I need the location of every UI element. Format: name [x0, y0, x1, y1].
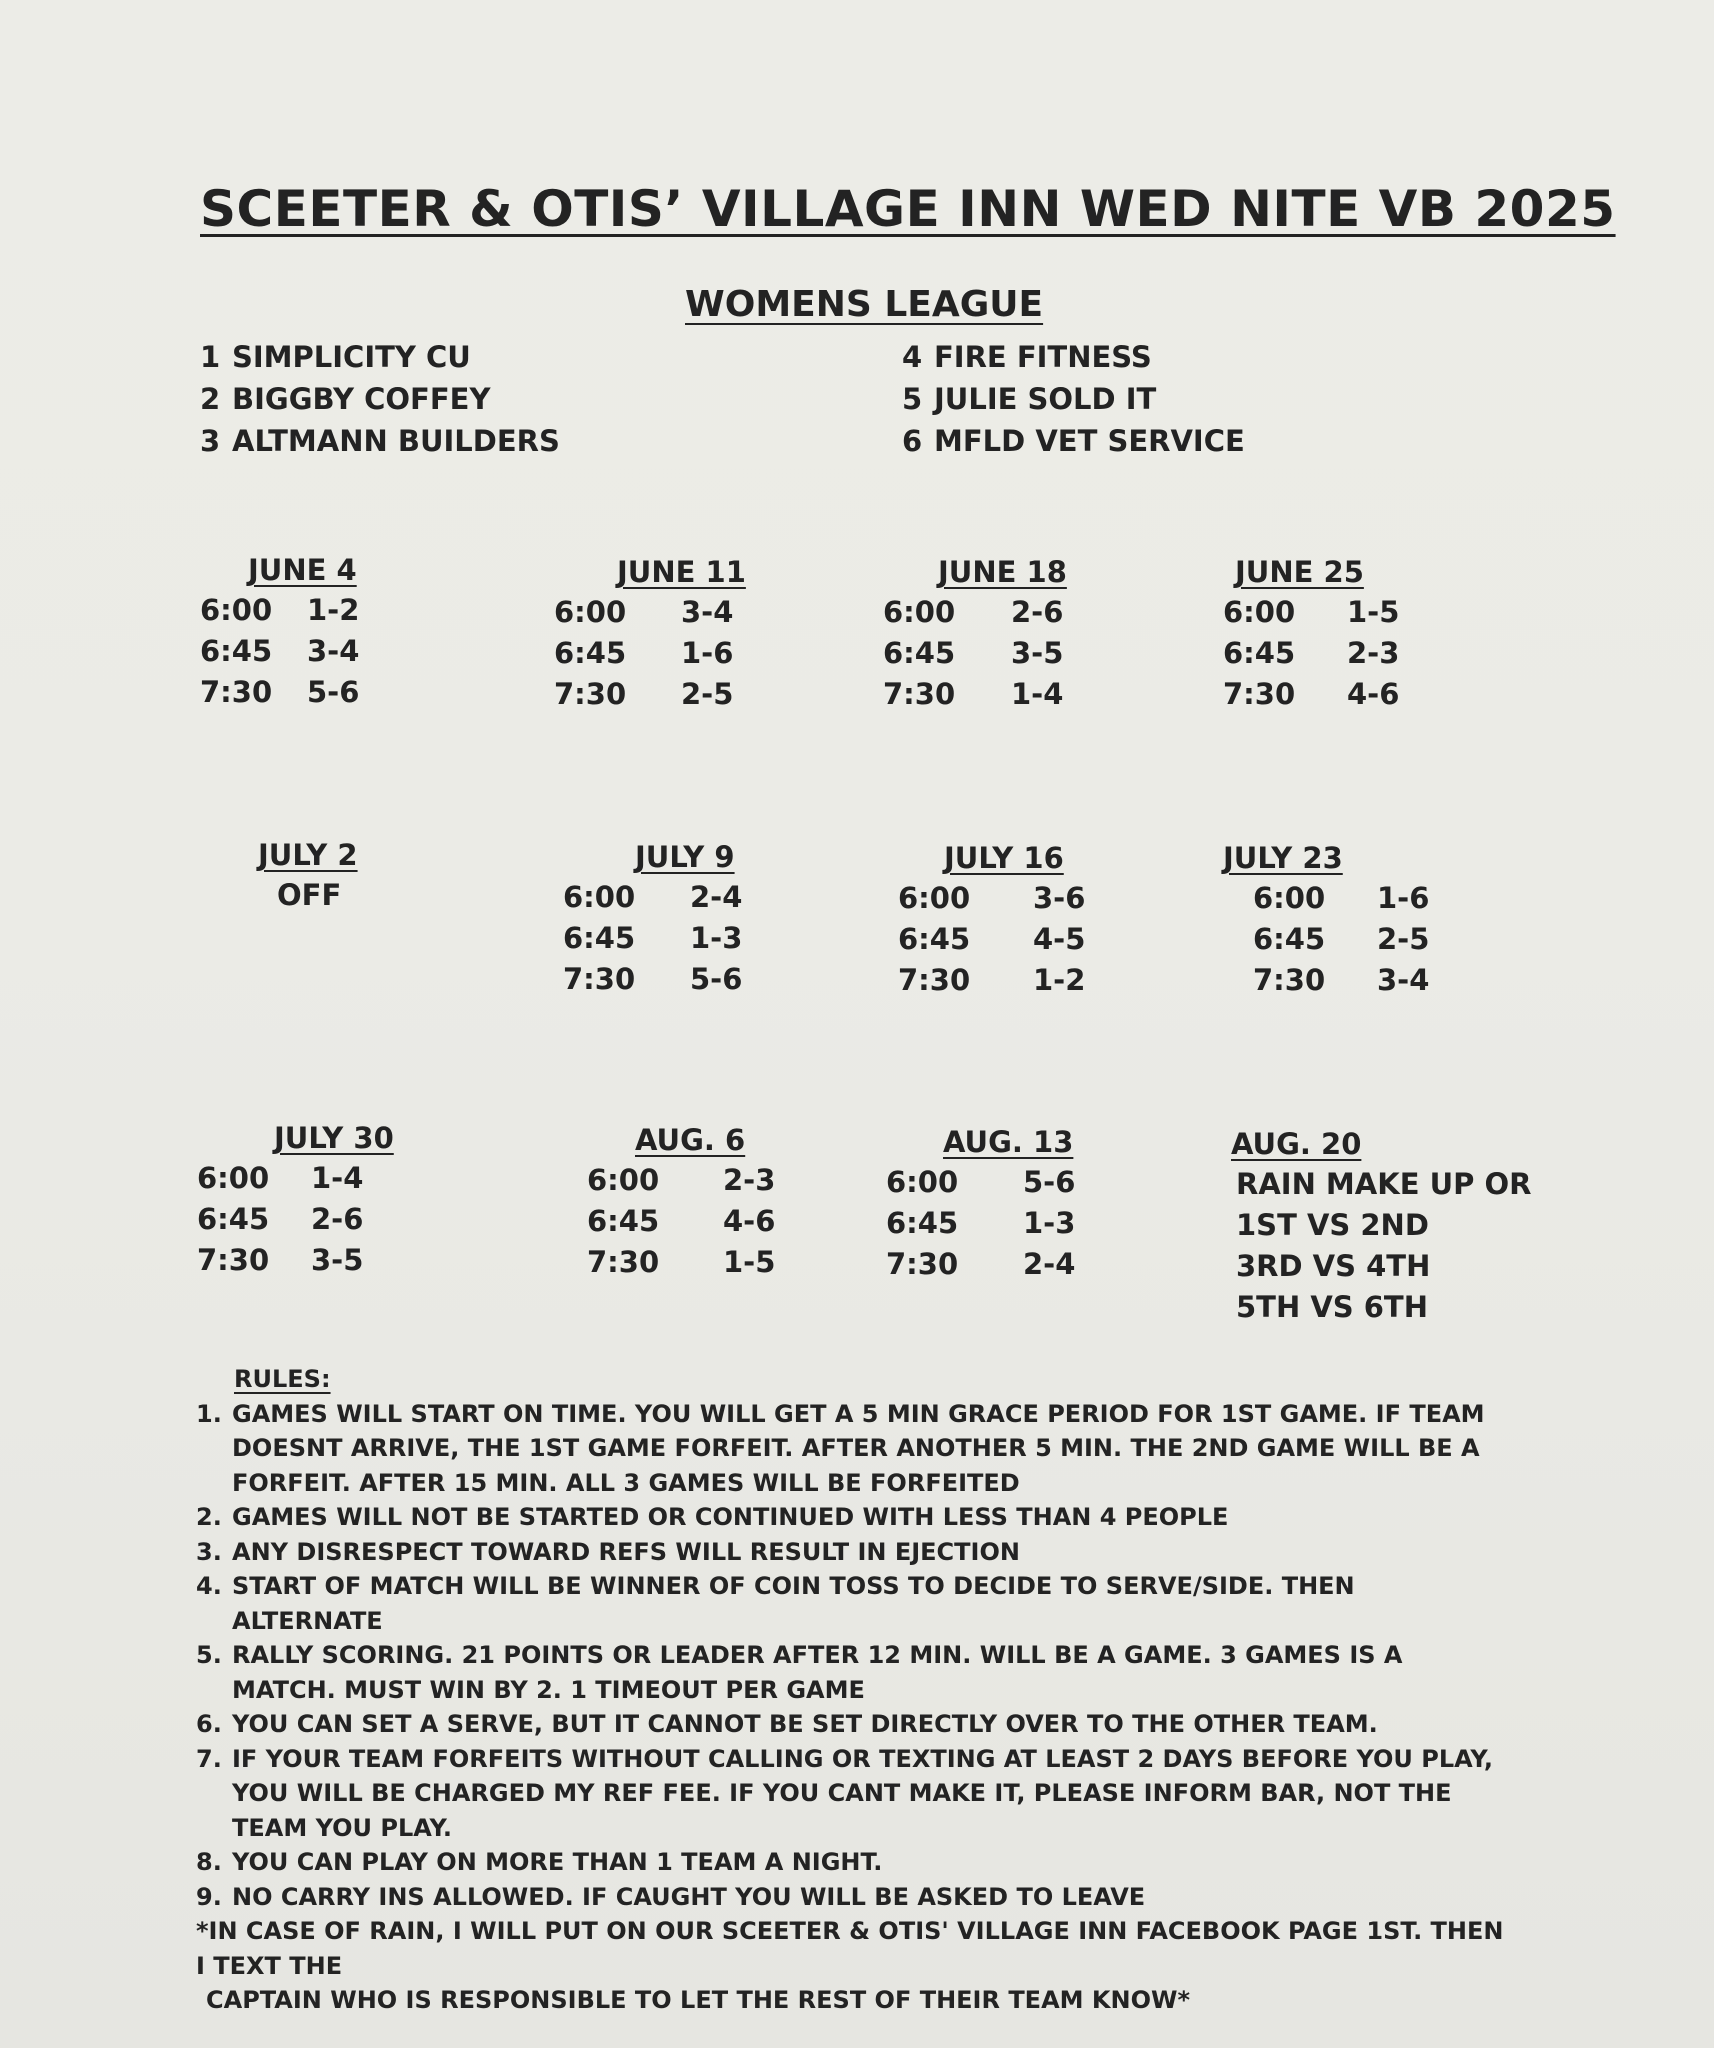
game-match: 1-6	[681, 636, 734, 670]
game-time: 6:00	[197, 1161, 270, 1195]
game-row	[883, 633, 1067, 674]
game-match: 4-5	[1033, 922, 1086, 956]
team-list-left	[200, 336, 560, 462]
game-time: 6:45	[563, 921, 636, 955]
game-match: 4-6	[1347, 677, 1400, 711]
rule-text: GAMES WILL NOT BE STARTED OR CONTINUED WITH LESS THAN 4 PEOPLE	[232, 1503, 1229, 1531]
game-match: 1-4	[311, 1161, 364, 1195]
game-row	[1223, 674, 1399, 715]
game-row	[886, 1162, 1075, 1203]
team-entry	[902, 336, 1245, 378]
game-row	[197, 1240, 412, 1281]
rule-text: GAMES WILL START ON TIME. YOU WILL GET A 5 MIN GRACE PERIOD FOR 1ST GAME. IF TEAM DOESNT ARRIVE, THE 1ST GAME FORFEIT. AFTER ANOTHER 5 MIN. THE 2ND GAME WILL BE A FORFEIT. AFTER 15 MIN. ALL 3 GAMES WILL BE FORFEITED	[232, 1399, 1485, 1497]
game-match: 1-3	[1023, 1206, 1076, 1240]
week-july-23	[1223, 838, 1429, 1001]
game-match: 3-6	[1033, 881, 1086, 915]
game-row	[197, 1199, 412, 1240]
week-date: JULY 16	[944, 841, 1064, 875]
game-time: 6:00	[200, 593, 273, 627]
game-match: 3-4	[1377, 963, 1430, 997]
team-number: 3	[200, 424, 221, 458]
game-row	[1253, 878, 1429, 919]
game-time: 6:00	[563, 880, 636, 914]
game-row	[886, 1203, 1075, 1244]
game-row	[898, 878, 1085, 919]
game-match: 1-2	[1033, 963, 1086, 997]
game-row	[200, 672, 359, 713]
game-time: 7:30	[898, 963, 971, 997]
week-date: JULY 2	[258, 838, 358, 872]
game-time: 6:00	[883, 595, 956, 629]
week-date: JULY 23	[1223, 841, 1343, 875]
game-match: 1-2	[307, 593, 360, 627]
game-match: 2-4	[1023, 1247, 1076, 1281]
game-match: 1-5	[723, 1245, 776, 1279]
rule-item	[196, 1500, 1506, 1535]
team-name: FIRE FITNESS	[934, 340, 1152, 374]
game-match: 3-4	[681, 595, 734, 629]
game-time: 7:30	[563, 962, 636, 996]
week-date: JULY 30	[274, 1121, 394, 1155]
team-number: 6	[902, 424, 923, 458]
game-row	[200, 590, 359, 631]
game-match: 2-5	[1377, 922, 1430, 956]
rule-text: YOU CAN PLAY ON MORE THAN 1 TEAM A NIGHT.	[232, 1848, 883, 1876]
game-row	[563, 877, 742, 918]
game-time: 6:00	[587, 1163, 660, 1197]
game-row	[1223, 592, 1399, 633]
game-time: 6:45	[1253, 922, 1326, 956]
rule-number: 5.	[196, 1641, 222, 1669]
game-time: 6:00	[554, 595, 627, 629]
makeup-note	[1236, 1164, 1532, 1328]
rule-text: NO CARRY INS ALLOWED. IF CAUGHT YOU WILL BE ASKED TO LEAVE	[232, 1882, 1146, 1911]
game-row	[587, 1160, 775, 1201]
week-june-11	[554, 552, 764, 715]
rain-note-line: CAPTAIN WHO IS RESPONSIBLE TO LET THE REST OF THEIR TEAM KNOW*	[206, 1986, 1190, 2014]
game-time: 7:30	[1223, 677, 1296, 711]
game-time: 7:30	[197, 1243, 270, 1277]
week-july-2	[258, 835, 370, 915]
game-row	[563, 918, 742, 959]
rule-number: 8.	[196, 1848, 222, 1876]
rule-item	[196, 1707, 1506, 1742]
game-match: 2-4	[690, 880, 743, 914]
game-match: 4-6	[723, 1204, 776, 1238]
week-june-18	[883, 552, 1067, 715]
week-date: AUG. 20	[1231, 1127, 1362, 1161]
game-time: 6:00	[1253, 881, 1326, 915]
game-match: 3-5	[1011, 636, 1064, 670]
game-match: 2-6	[311, 1202, 364, 1236]
rule-number: 1.	[196, 1399, 222, 1428]
game-time: 6:45	[554, 636, 627, 670]
rule-item	[196, 1845, 1506, 1880]
team-entry	[200, 378, 560, 420]
league-title: WOMENS LEAGUE	[685, 284, 1044, 325]
game-match: 1-3	[690, 921, 743, 955]
game-match: 5-6	[1023, 1165, 1076, 1199]
game-match: 2-3	[723, 1163, 776, 1197]
week-date: JUNE 11	[617, 555, 746, 589]
week-july-16	[898, 838, 1085, 1001]
week-date: AUG. 6	[635, 1123, 746, 1157]
game-row	[886, 1244, 1075, 1285]
rule-number: 4.	[196, 1572, 222, 1600]
game-row	[883, 674, 1067, 715]
game-time: 6:45	[200, 634, 273, 668]
game-match: 1-6	[1377, 881, 1430, 915]
rule-item	[196, 1569, 1506, 1638]
game-match: 2-3	[1347, 636, 1400, 670]
rule-item	[196, 1880, 1506, 1915]
game-row	[1253, 919, 1429, 960]
rule-item	[196, 1397, 1506, 1501]
game-time: 6:00	[886, 1165, 959, 1199]
game-match: 5-6	[690, 962, 743, 996]
team-name: SIMPLICITY CU	[232, 340, 471, 374]
makeup-line: 1ST VS 2ND	[1236, 1208, 1429, 1242]
rain-note	[196, 1914, 1506, 2018]
rule-text: START OF MATCH WILL BE WINNER OF COIN TOSS TO DECIDE TO SERVE/SIDE. THEN ALTERNATE	[232, 1572, 1355, 1635]
team-entry	[902, 378, 1245, 420]
game-match: 1-4	[1011, 677, 1064, 711]
game-match: 2-5	[681, 677, 734, 711]
week-june-4	[200, 550, 359, 713]
game-row	[587, 1201, 775, 1242]
game-row	[197, 1158, 412, 1199]
game-row	[883, 592, 1067, 633]
game-row	[554, 674, 764, 715]
rules-heading: RULES:	[234, 1365, 331, 1393]
rule-number: 6.	[196, 1710, 222, 1738]
week-date: JUNE 18	[938, 555, 1067, 589]
rain-note-line: *IN CASE OF RAIN, I WILL PUT ON OUR SCEETER & OTIS' VILLAGE INN FACEBOOK PAGE 1ST. THEN I TEXT THE	[196, 1917, 1504, 1980]
game-row	[1223, 633, 1399, 674]
rule-text: YOU CAN SET A SERVE, BUT IT CANNOT BE SET DIRECTLY OVER TO THE OTHER TEAM.	[232, 1710, 1378, 1738]
rule-text: ANY DISRESPECT TOWARD REFS WILL RESULT IN EJECTION	[232, 1537, 1020, 1566]
game-time: 6:00	[898, 881, 971, 915]
game-row	[898, 960, 1085, 1001]
rule-item	[196, 1638, 1506, 1707]
week-date: JUNE 4	[248, 553, 357, 587]
game-row	[587, 1242, 775, 1283]
game-time: 7:30	[554, 677, 627, 711]
week-june-25	[1223, 552, 1399, 715]
rule-item	[196, 1742, 1506, 1846]
game-time: 7:30	[883, 677, 956, 711]
rule-number: 9.	[196, 1882, 222, 1911]
game-row	[554, 592, 764, 633]
week-july-9	[563, 837, 742, 1000]
week-date: AUG. 13	[943, 1125, 1074, 1159]
week-off: OFF	[277, 878, 342, 912]
game-time: 6:45	[886, 1206, 959, 1240]
rule-number: 7.	[196, 1744, 222, 1773]
game-time: 6:45	[587, 1204, 660, 1238]
game-time: 6:00	[1223, 595, 1296, 629]
team-number: 2	[200, 382, 221, 416]
team-entry	[200, 336, 560, 378]
game-match: 5-6	[307, 675, 360, 709]
game-time: 6:45	[883, 636, 956, 670]
page-title: SCEETER & OTIS’ VILLAGE INN WED NITE VB 2025	[200, 180, 1616, 238]
rule-item	[196, 1535, 1506, 1570]
team-name: MFLD VET SERVICE	[934, 424, 1245, 458]
makeup-line: RAIN MAKE UP OR	[1236, 1167, 1532, 1201]
team-name: ALTMANN BUILDERS	[232, 424, 560, 458]
game-row	[554, 633, 764, 674]
game-time: 7:30	[886, 1247, 959, 1281]
game-row	[563, 959, 742, 1000]
team-number: 4	[902, 340, 923, 374]
makeup-line: 5TH VS 6TH	[1236, 1290, 1428, 1324]
week-aug-20	[1231, 1124, 1532, 1328]
game-time: 6:45	[197, 1202, 270, 1236]
week-aug-13	[886, 1122, 1075, 1285]
rule-number: 2.	[196, 1503, 222, 1531]
game-row	[200, 631, 359, 672]
game-time: 7:30	[1253, 963, 1326, 997]
game-row	[898, 919, 1085, 960]
game-match: 2-6	[1011, 595, 1064, 629]
team-list-right	[902, 336, 1245, 462]
game-match: 1-5	[1347, 595, 1400, 629]
game-time: 6:45	[898, 922, 971, 956]
week-july-30	[197, 1118, 412, 1281]
rule-text: IF YOUR TEAM FORFEITS WITHOUT CALLING OR TEXTING AT LEAST 2 DAYS BEFORE YOU PLAY, YOU WILL BE CHARGED MY REF FEE. IF YOU CANT MAKE IT, PLEASE INFORM BAR, NOT THE TEAM YOU PLAY.	[232, 1744, 1493, 1842]
week-date: JULY 9	[635, 840, 735, 874]
game-time: 7:30	[587, 1245, 660, 1279]
game-time: 6:45	[1223, 636, 1296, 670]
game-match: 3-4	[307, 634, 360, 668]
game-time: 7:30	[200, 675, 273, 709]
team-name: JULIE SOLD IT	[934, 382, 1157, 416]
week-aug-6	[587, 1120, 775, 1283]
team-entry	[200, 420, 560, 462]
rule-number: 3.	[196, 1537, 222, 1566]
team-number: 5	[902, 382, 923, 416]
rule-text: RALLY SCORING. 21 POINTS OR LEADER AFTER 12 MIN. WILL BE A GAME. 3 GAMES IS A MATCH. MUST WIN BY 2. 1 TIMEOUT PER GAME	[232, 1641, 1403, 1704]
team-entry	[902, 420, 1245, 462]
game-match: 3-5	[311, 1243, 364, 1277]
team-number: 1	[200, 340, 221, 374]
week-date: JUNE 25	[1235, 555, 1364, 589]
makeup-line: 3RD VS 4TH	[1236, 1249, 1431, 1283]
team-name: BIGGBY COFFEY	[232, 382, 491, 416]
rules-section	[196, 1362, 1506, 2018]
game-row	[1253, 960, 1429, 1001]
